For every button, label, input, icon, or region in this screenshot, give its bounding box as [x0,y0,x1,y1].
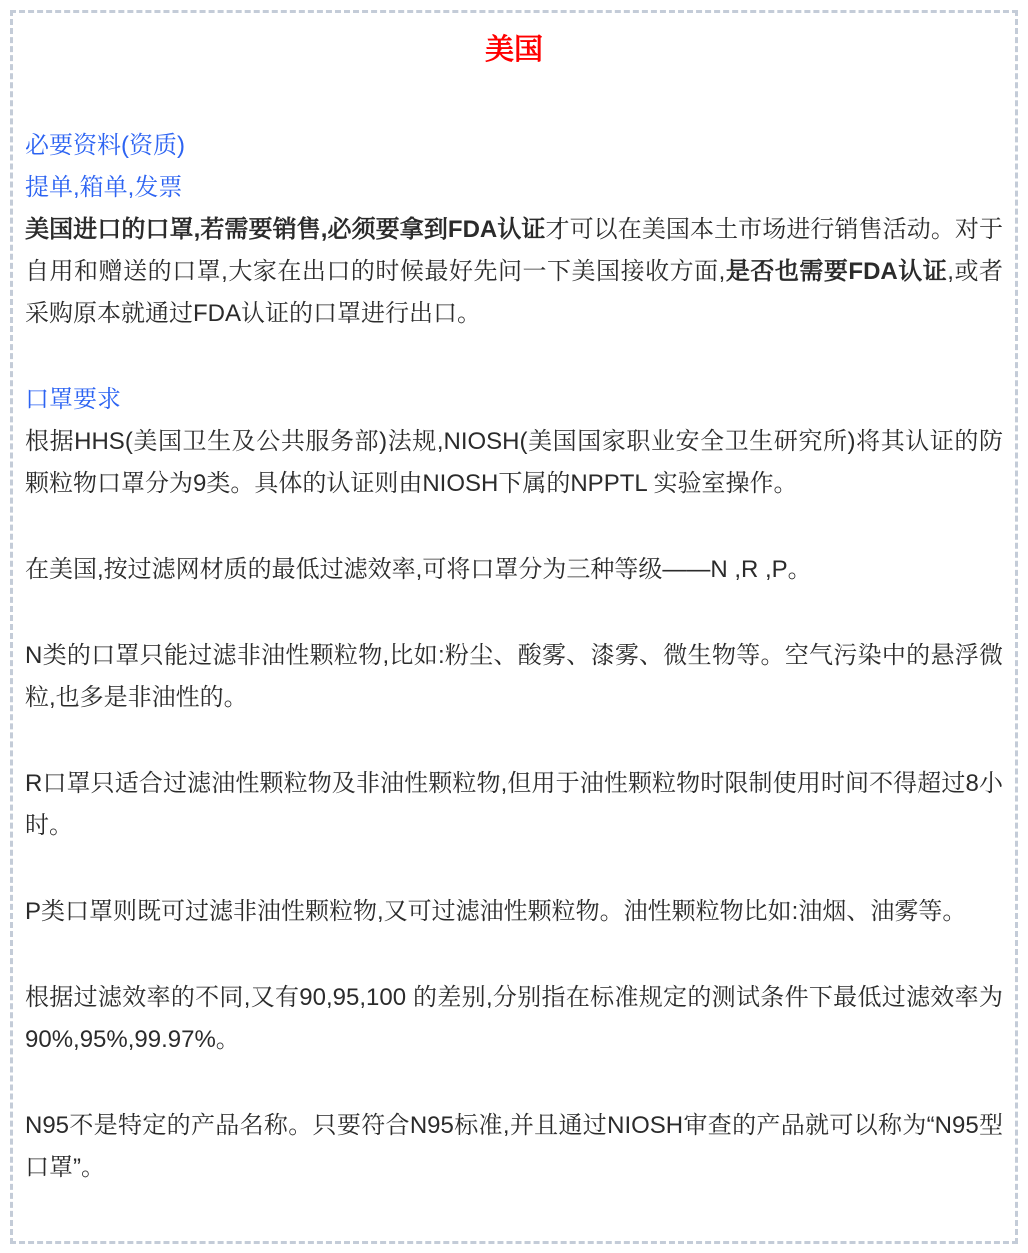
paragraph: R口罩只适合过滤油性颗粒物及非油性颗粒物,但用于油性颗粒物时限制使用时间不得超过8小时。 [25,770,1003,839]
section-heading: 必要资料(资质) [25,132,185,159]
document-frame [10,10,1018,1244]
bold-text-segment: 是否也需要FDA认证 [725,258,948,285]
paragraph: 根据过滤效率的不同,又有90,95,100 的差别,分别指在标准规定的测试条件下最低过滤效率为90%,95%,99.97%。 [25,984,1003,1053]
bold-text-segment: 美国进口的口罩,若需要销售,必须要拿到FDA认证 [25,216,546,243]
paragraph: N类的口罩只能过滤非油性颗粒物,比如:粉尘、酸雾、漆雾、微生物等。空气污染中的悬浮微粒,也多是非油性的。 [25,642,1003,711]
section-heading: 口罩要求 [25,386,121,413]
paragraph: P类口罩则既可过滤非油性颗粒物,又可过滤油性颗粒物。油性颗粒物比如:油烟、油雾等。 [25,898,967,925]
section-heading: 提单,箱单,发票 [25,174,183,201]
paragraph: 根据HHS(美国卫生及公共服务部)法规,NIOSH(美国国家职业安全卫生研究所)将其认证的防颗粒物口罩分为9类。具体的认证则由NIOSH下属的NPPTL 实验室操作。 [25,428,1003,497]
paragraph: 在美国,按过滤网材质的最低过滤效率,可将口罩分为三种等级——N ,R ,P。 [25,556,812,583]
page-title: 美国 [484,34,543,66]
text-segment: 才可以在美国本土市场进行销售活动。对于自用和赠送的口罩,大家在出口的时候最好先问一下美国接收方面, [25,216,1003,285]
paragraph [25,209,1003,335]
text-segment: ,或者采购原本就通过FDA认证的口罩进行出口。 [25,258,1003,327]
paragraph: N95不是特定的产品名称。只要符合N95标准,并且通过NIOSH审查的产品就可以称为“N95型口罩”。 [25,1112,1003,1181]
article-body [25,125,1003,1189]
